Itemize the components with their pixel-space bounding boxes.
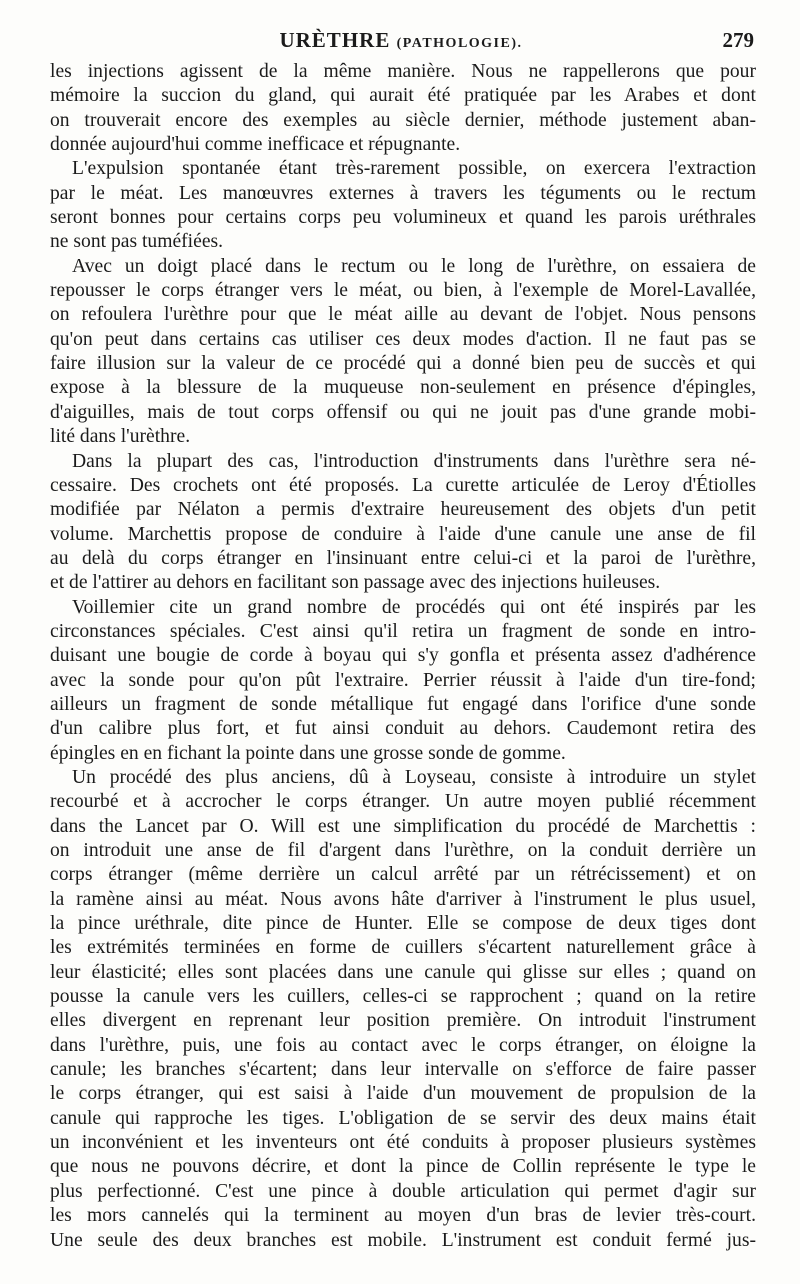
text-line: on trouverait encore des exemples au siècle dernier, méthode justement aban- xyxy=(50,109,756,131)
text-line: Dans la plupart des cas, l'introduction d'instruments dans l'urèthre sera né- xyxy=(72,450,756,472)
text-line: Une seule des deux branches est mobile. L'instrument est conduit fermé jus- xyxy=(50,1229,756,1251)
text-line: elles divergent en reprenant leur position première. On introduit l'instrument xyxy=(50,1010,756,1032)
running-title-sub: (PATHOLOGIE). xyxy=(396,36,523,51)
text-line: les extrémités terminées en forme de cuillers s'écartent naturellement grâce à xyxy=(50,937,756,959)
text-line: dans the Lancet par O. Will est une simplification du procédé de Marchettis : xyxy=(50,815,756,837)
text-line: canule qui rapproche les tiges. L'obligation de se servir des deux mains était xyxy=(50,1107,756,1129)
text-line: les injections agissent de la même manière. Nous ne rappellerons que pour xyxy=(50,61,756,82)
running-title xyxy=(48,28,754,53)
text-line: on introduit une anse de fil d'argent dans l'urèthre, on la conduit derrière un xyxy=(50,840,756,861)
text-line: circonstances spéciales. C'est ainsi qu'il retira un fragment de sonde en intro- xyxy=(50,620,756,642)
text-line: lité dans l'urèthre. xyxy=(50,426,191,448)
text-line: d'aiguilles, mais de tout corps offensif ou qui ne jouit pas d'une grande mobi- xyxy=(50,401,756,423)
text-line: donnée aujourd'hui comme inefficace et répugnante. xyxy=(50,134,461,156)
text-line: expose à la blessure de la muqueuse non-seulement en présence d'épingles, xyxy=(50,377,756,399)
body-text xyxy=(50,60,756,1253)
text-line: dans l'urèthre, puis, une fois au contact avec le corps étranger, on éloigne la xyxy=(50,1034,756,1056)
text-line: faire illusion sur la valeur de ce procédé qui a donné bien peu de succès et qui xyxy=(50,353,756,375)
text-line: épingles en en fichant la pointe dans une grosse sonde de gomme. xyxy=(50,742,566,764)
text-line: ne sont pas tuméfiées. xyxy=(50,231,224,253)
text-line: volume. Marchettis propose de conduire à l'aide d'une canule une anse de fil xyxy=(50,523,756,545)
text-line: corps étranger (même derrière un calcul arrêté par un rétrécissement) et on xyxy=(50,864,756,886)
text-line: cessaire. Des crochets ont été proposés. La curette articulée de Leroy d'Étiolles xyxy=(50,474,756,496)
text-line: Voillemier cite un grand nombre de procédés qui ont été inspirés par les xyxy=(72,596,756,618)
text-line: que nous ne pouvons décrire, et dont la pince de Collin représente le type le xyxy=(50,1156,756,1178)
text-line: avec la sonde pour qu'on pût l'extraire. Perrier réussit à l'aide d'un tire-fond; xyxy=(50,669,756,691)
text-line: plus perfectionné. C'est une pince à double articulation qui permet d'agir sur xyxy=(50,1180,756,1202)
text-line: duisant une bougie de corde à boyau qui s'y gonfla et présenta assez d'adhérence xyxy=(50,645,756,667)
running-title-main: URÈTHRE xyxy=(279,28,391,52)
text-line: seront bonnes pour certains corps peu volumineux et quand les parois uréthrales xyxy=(50,207,756,229)
page-number: 279 xyxy=(722,28,754,52)
text-line: recourbé et à accrocher le corps étranger. Un autre moyen publié récemment xyxy=(50,791,756,813)
text-line: au delà du corps étranger en l'insinuant entre celui-ci et la paroi de l'urèthre, xyxy=(50,547,756,569)
text-line: la ramène ainsi au méat. Nous avons hâte d'arriver à l'instrument le plus usuel, xyxy=(50,888,756,910)
text-line: mémoire la succion du gland, qui aurait été pratiquée par les Arabes et dont xyxy=(50,85,756,107)
text-line: leur élasticité; elles sont placées dans une canule qui glisse sur elles ; quand on xyxy=(50,961,756,983)
text-line: L'expulsion spontanée étant très-rarement possible, on exercera l'extraction xyxy=(72,158,756,180)
text-line: modifiée par Nélaton a permis d'extraire heureusement des objets d'un petit xyxy=(50,499,756,521)
text-line: Avec un doigt placé dans le rectum ou le long de l'urèthre, on essaiera de xyxy=(72,255,756,277)
running-header xyxy=(48,28,754,58)
text-line: la pince uréthrale, dite pince de Hunter. Elle se compose de deux tiges dont xyxy=(50,913,756,935)
text-line: un inconvénient et les inventeurs ont été conduits à proposer plusieurs systèmes xyxy=(50,1132,756,1154)
text-line: le corps étranger, qui est saisi à l'aide d'un mouvement de propulsion de la xyxy=(50,1083,756,1105)
text-line: canule; les branches s'écartent; dans leur intervalle on s'efforce de faire passer xyxy=(50,1059,756,1081)
text-line: ailleurs un fragment de sonde métallique fut engagé dans l'orifice d'une sonde xyxy=(50,693,756,715)
text-line: d'un calibre plus fort, et fut ainsi conduit au dehors. Caudemont retira des xyxy=(50,718,756,740)
text-line: par le méat. Les manœuvres externes à travers les téguments ou le rectum xyxy=(50,182,756,204)
text-line: les mors cannelés qui la terminent au moyen d'un bras de levier très-court. xyxy=(50,1205,756,1227)
text-line: on refoulera l'urèthre pour que le méat aille au devant de l'objet. Nous pensons xyxy=(50,304,756,326)
text-line: Un procédé des plus anciens, dû à Loyseau, consiste à introduire un stylet xyxy=(72,766,756,788)
text-line: et de l'attirer au dehors en facilitant son passage avec des injections huileuses. xyxy=(50,572,661,594)
text-line: qu'on peut dans certains cas utiliser ces deux modes d'action. Il ne faut pas se xyxy=(50,328,756,350)
text-line: pousse la canule vers les cuillers, celles-ci se rapprochent ; quand on la retire xyxy=(50,986,756,1008)
text-line: repousser le corps étranger vers le méat, ou bien, à l'exemple de Morel-Lavallée, xyxy=(50,280,756,302)
